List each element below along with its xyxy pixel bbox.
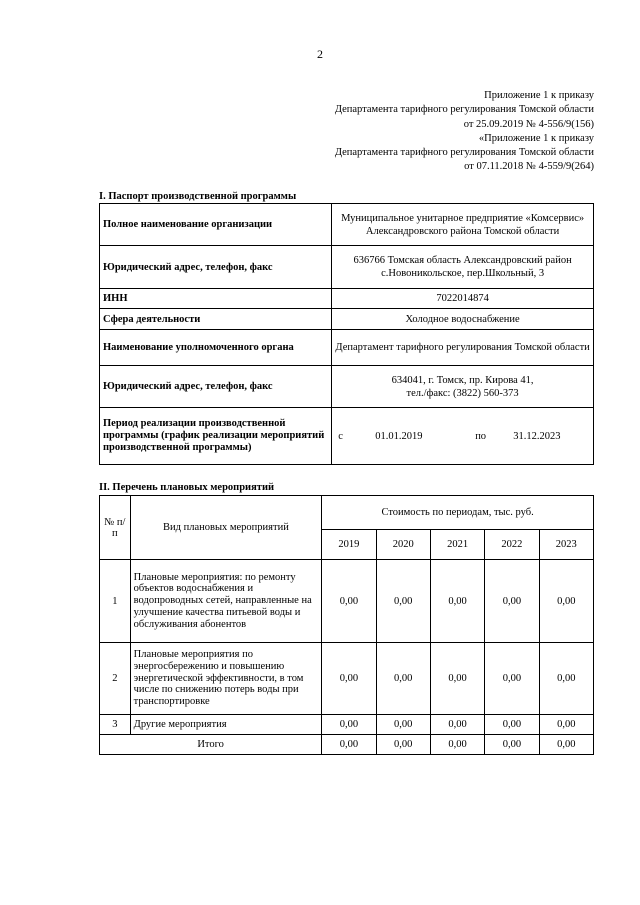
period-from-word: с <box>338 430 343 442</box>
passport-value: Муниципальное унитарное предприятие «Комсервис» Александровского района Томской области <box>332 204 594 246</box>
passport-title: I. Паспорт производственной программы <box>99 191 297 202</box>
col-header-no: № п/п <box>100 496 131 560</box>
year-header: 2021 <box>430 530 484 560</box>
table-row <box>100 289 594 309</box>
passport-value: Департамент тарифного регулирования Томской области <box>332 330 594 366</box>
year-header: 2022 <box>485 530 539 560</box>
total-cell: 0,00 <box>539 735 593 755</box>
phone-line: тел./факс: (3822) 560-373 <box>406 387 519 399</box>
table-row <box>100 366 594 408</box>
header-line: от 07.11.2018 № 4-559/9(264) <box>464 161 594 173</box>
period-to-date: 31.12.2023 <box>513 430 561 442</box>
cost-cell: 0,00 <box>539 560 593 643</box>
header-line: Департамента тарифного регулирования Томской области <box>334 147 594 159</box>
passport-label: Юридический адрес, телефон, факс <box>100 366 332 408</box>
row-number: 1 <box>100 560 131 643</box>
passport-value: 636766 Томская область Александровский район с.Новоникольское, пер.Школьный, 3 <box>332 246 594 289</box>
page-number: 2 <box>317 47 323 61</box>
passport-value <box>332 366 594 408</box>
address-line: 634041, г. Томск, пр. Кирова 41, <box>391 374 534 386</box>
header-line: «Приложение 1 к приказу <box>478 132 594 144</box>
year-header: 2023 <box>539 530 593 560</box>
header-line: Приложение 1 к приказу <box>484 90 594 101</box>
cost-cell: 0,00 <box>539 643 593 715</box>
header-line: от 25.09.2019 № 4-556/9(156) <box>463 118 594 130</box>
plan-title: II. Перечень плановых мероприятий <box>99 482 275 493</box>
row-description: Плановые мероприятия по энергосбережению и повышению энергетической эффективности, в том числе по снижению потерь воды при транспортировке <box>130 643 322 715</box>
cost-cell: 0,00 <box>322 715 376 735</box>
row-number: 2 <box>100 643 131 715</box>
table-row <box>100 246 594 289</box>
cost-cell: 0,00 <box>485 715 539 735</box>
passport-label: Наименование уполномоченного органа <box>100 330 332 366</box>
total-label: Итого <box>100 735 322 755</box>
passport-label: Юридический адрес, телефон, факс <box>100 246 332 289</box>
cost-cell: 0,00 <box>430 560 484 643</box>
total-cell: 0,00 <box>485 735 539 755</box>
col-header-cost: Стоимость по периодам, тыс. руб. <box>322 496 594 530</box>
plan-table <box>99 495 594 755</box>
passport-table <box>99 203 594 465</box>
table-row <box>100 560 594 643</box>
cost-cell: 0,00 <box>322 560 376 643</box>
cost-cell: 0,00 <box>376 715 430 735</box>
total-cell: 0,00 <box>322 735 376 755</box>
total-cell: 0,00 <box>430 735 484 755</box>
year-header: 2019 <box>322 530 376 560</box>
cost-cell: 0,00 <box>376 560 430 643</box>
cost-cell: 0,00 <box>376 643 430 715</box>
period-to-word: по <box>475 430 487 442</box>
table-row <box>100 496 594 530</box>
table-row <box>100 715 594 735</box>
cost-cell: 0,00 <box>539 715 593 735</box>
table-row <box>100 408 594 465</box>
period-value <box>332 408 594 465</box>
period-range <box>335 430 590 443</box>
passport-value: Холодное водоснабжение <box>332 309 594 330</box>
header-line: Департамента тарифного регулирования Томской области <box>334 104 594 116</box>
passport-value: 7022014874 <box>332 289 594 309</box>
cost-cell: 0,00 <box>485 643 539 715</box>
table-row <box>100 735 594 755</box>
year-header: 2020 <box>376 530 430 560</box>
period-from-date: 01.01.2019 <box>375 430 423 442</box>
row-description: Плановые мероприятия: по ремонту объектов водоснабжения и водопроводных сетей, направленные на улучшение качества питьевой воды и обслуживания абонентов <box>130 560 322 643</box>
passport-label: Сфера деятельности <box>100 309 332 330</box>
passport-label: ИНН <box>100 289 332 309</box>
table-row <box>100 309 594 330</box>
table-row <box>100 643 594 715</box>
total-cell: 0,00 <box>376 735 430 755</box>
passport-label: Полное наименование организации <box>100 204 332 246</box>
cost-cell: 0,00 <box>485 560 539 643</box>
col-header-kind: Вид плановых мероприятий <box>130 496 322 560</box>
cost-cell: 0,00 <box>430 715 484 735</box>
cost-cell: 0,00 <box>430 643 484 715</box>
table-row <box>100 330 594 366</box>
row-number: 3 <box>100 715 131 735</box>
appendix-header <box>335 89 594 175</box>
cost-cell: 0,00 <box>322 643 376 715</box>
row-description: Другие мероприятия <box>130 715 322 735</box>
table-row <box>100 204 594 246</box>
passport-label: Период реализации производственной программы (график реализации мероприятий производственной программы) <box>100 408 332 465</box>
